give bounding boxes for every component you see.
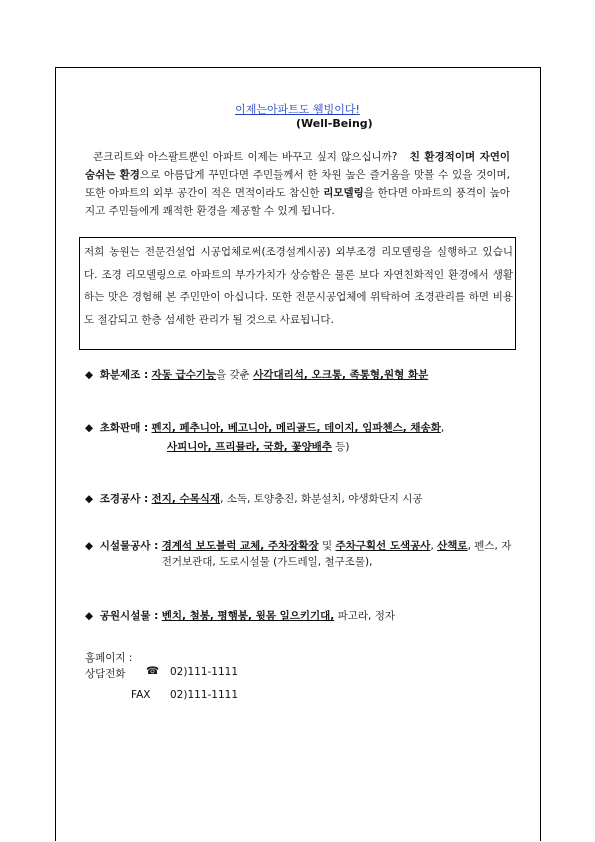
company-info-text: 저희 농원는 전문건설업 시공업체로써(조경설계시공) 외부조경 리모델링을 실행하고 있습니다. 조경 리모델링으로 아파트의 부가가치가 상승함은 물론 보다 자연친화적인 환경에서 생활하는 맛은 경험해 본 주민만이 아십니다. 또한 전문시공업체에 위탁하여 조경관리를 하면 비용도 절감되고 한층 섬세한 관리가 될 것으로 사료됩니다. xyxy=(84,246,513,326)
phone-label: 상담전화 xyxy=(85,668,126,680)
section-text: 을 갖춘 xyxy=(216,369,250,381)
section-landscape xyxy=(85,491,515,507)
phone-icon: ☎ xyxy=(146,665,160,677)
section-plants xyxy=(85,420,515,455)
section-highlight: 벤치, 철봉, 평행봉, 윗몸 일으키기대, xyxy=(161,610,335,622)
section-highlight: 자동 급수기능 xyxy=(151,369,217,381)
section-highlight: 산책로 xyxy=(437,540,468,552)
section-label: 공원시설물 : xyxy=(99,610,159,622)
intro-text-1: 콘크리트와 아스팔트뿐인 아파트 이제는 바꾸고 싶지 않으십니까? xyxy=(93,151,398,163)
section-highlight: 사각대리석, 오크통, 족통형,원형 화분 xyxy=(253,369,429,381)
intro-text-2: 으로 아름답게 꾸민다면 주민들께서 한 차원 높은 즐거움을 맛볼 수 있을 것이며, 또한 아파트의 외부 공간이 적은 면적이라도 참신한 xyxy=(85,169,510,199)
section-highlight: 펜지, 페추니아, 베고니아, 메리골드, 데이지, 임파첸스, 채송화 xyxy=(151,422,441,434)
page-title: 이제는아파트도 웰빙이다! xyxy=(235,103,360,116)
fax-number: 02)111-1111 xyxy=(170,689,239,701)
section-highlight: 주차구획선 도색공사 xyxy=(335,540,431,552)
bullet-diamond-icon: ◆ xyxy=(85,369,94,381)
section-highlight: 전지, 수목식재 xyxy=(151,493,221,505)
section-text: , 소독, 토양충진, 화분설치, 야생화단지 시공 xyxy=(220,493,423,505)
bullet-diamond-icon: ◆ xyxy=(85,540,94,552)
section-highlight: 경계석 보도블럭 교체, 주차장확장 xyxy=(161,540,319,552)
bullet-diamond-icon: ◆ xyxy=(85,493,94,505)
section-text: 및 xyxy=(318,540,336,552)
intro-emphasis-remodel: 리모델링 xyxy=(323,187,364,199)
homepage-label: 홈페이지 : xyxy=(85,652,133,664)
section-label: 조경공사 : xyxy=(99,493,149,505)
section-highlight: 사피니아, 프리뮬라, 국화, 꽃양배추 xyxy=(167,441,332,453)
section-facility xyxy=(85,538,515,570)
section-text: , xyxy=(430,540,438,552)
section-text: 등) xyxy=(331,441,350,453)
phone-number: 02)111-1111 xyxy=(170,666,239,678)
intro-text-3: 을 한다면 아파트의 풍격이 높아지고 주민들에게 쾌적한 환경을 제공할 수 있게 됩니다. xyxy=(85,187,511,217)
section-flower-pot xyxy=(85,367,515,383)
section-park xyxy=(85,608,515,624)
section-text: , 펜스, 자전거보관대, 도로시설물 (가드레일, 철구조물), xyxy=(161,540,512,568)
section-text: , xyxy=(440,422,445,434)
page-subtitle: (Well-Being) xyxy=(296,117,373,130)
section-text: 파고라, 정자 xyxy=(334,610,396,622)
intro-emphasis-eco: 친 환경적이며 자연이 숨쉬는 환경 xyxy=(85,151,510,181)
bullet-diamond-icon: ◆ xyxy=(85,610,94,622)
section-label: 화분제조 : xyxy=(99,369,149,381)
section-label: 시설물공사 : xyxy=(99,540,159,552)
section-label: 초화판매 : xyxy=(99,422,149,434)
bullet-diamond-icon: ◆ xyxy=(85,422,94,434)
intro-paragraph xyxy=(85,148,510,220)
fax-label: FAX xyxy=(131,689,151,701)
section-plants-line-2 xyxy=(167,439,515,455)
company-info-box xyxy=(79,237,516,350)
